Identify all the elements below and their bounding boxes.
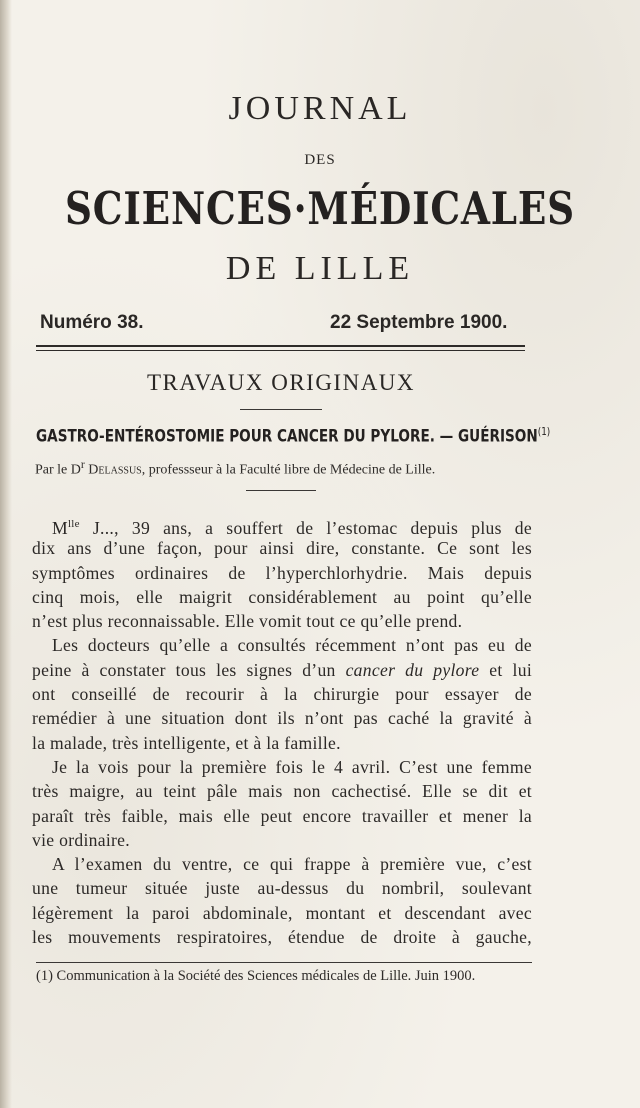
body-line [32, 536, 532, 560]
body-line [32, 682, 532, 706]
body-line [32, 585, 532, 609]
body-line-text: dix ans d’une façon, pour ainsi dire, constante. Ce sont les [32, 538, 532, 559]
body-line-text: Je la vois pour la première fois le 4 avril. C’est une femme [52, 756, 532, 777]
body-line [32, 779, 532, 803]
body-line-text: remédier à une situation dont ils n’ont pas caché la gravité à [32, 708, 532, 729]
body-line [32, 609, 532, 633]
body-line [32, 731, 532, 755]
body-line-rest: J..., 39 ans, a souffert de l’estomac depuis plus de [79, 517, 532, 538]
body-line-text: paraît très faible, mais elle peut encore travailler et mener la [32, 805, 532, 826]
article-title-text: GASTRO-ENTÉROSTOMIE POUR CANCER DU PYLORE. — GUÉRISON [36, 426, 538, 447]
footnote: (1) Communication à la Société des Sciences médicales de Lille. Juin 1900. [36, 968, 476, 984]
byline-sup: r [80, 458, 85, 471]
footnote-rule [36, 962, 532, 963]
masthead-de-lille: DE LILLE [225, 250, 415, 287]
body-line-text: A l’examen du ventre, ce qui frappe à première vue, c’est [52, 854, 532, 875]
body-line-text: légèrement la paroi abdominale, montant et descendant avec [32, 902, 532, 923]
body-line [32, 561, 532, 585]
masthead-sciences-medicales: SCIENCES·MÉDICALES [65, 182, 575, 235]
article-body [32, 512, 532, 949]
body-line [32, 658, 532, 682]
body-line-text: une tumeur située juste au-dessus du nombril, soulevant [32, 878, 532, 899]
body-line [32, 706, 532, 730]
body-line [32, 804, 532, 828]
section-title: TRAVAUX ORIGINAUX [146, 370, 416, 395]
body-line [32, 901, 532, 925]
byline-rule [246, 490, 316, 491]
body-line-sup: lle [67, 518, 80, 530]
byline-rest: , professseur à la Faculté libre de Médecine de Lille. [141, 462, 436, 478]
article-byline [35, 458, 435, 479]
body-line-text: symptômes ordinaires de l’hyperchlorhydrie. Mais depuis [32, 562, 532, 583]
issue-date: 22 Septembre 1900. [330, 312, 508, 333]
byline-prefix: Par le D [35, 462, 81, 478]
body-line-text: n’est plus reconnaissable. Elle vomit tout ce qu’elle prend. [32, 611, 463, 632]
body-line-text: Les docteurs qu’elle a consultés récemment n’ont pas eu de [52, 635, 532, 656]
body-line-text: les mouvements respiratoires, étendue de droite à gauche, [32, 927, 532, 948]
body-line-text: vie ordinaire. [32, 829, 130, 850]
body-line [32, 755, 532, 779]
section-rule [240, 409, 322, 410]
body-line-text: la malade, très intelligente, et à la famille. [32, 732, 341, 753]
body-line [32, 828, 532, 852]
body-line [32, 925, 532, 949]
footnote-marker: (1) [537, 425, 551, 438]
masthead-double-rule [36, 345, 525, 351]
body-line-text: ont conseillé de recourir à la chirurgie pour essayer de [32, 684, 532, 705]
issue-number: Numéro 38. [40, 312, 144, 333]
masthead-des: DES [304, 152, 336, 168]
body-line-text: peine à constater tous les signes d’un [32, 659, 346, 680]
body-line-text: M [52, 517, 68, 538]
body-line [32, 852, 532, 876]
body-line [32, 876, 532, 900]
body-line-text: cinq mois, elle maigrit considérablement au point qu’elle [32, 586, 532, 607]
byline-author: Delassus [88, 462, 142, 478]
body-line-text: très maigre, au teint pâle mais non cachectisé. Elle se dit et [32, 781, 532, 802]
body-line [32, 633, 532, 657]
body-line-emphasis: cancer du pylore [345, 659, 480, 680]
article-title [36, 425, 550, 447]
body-line [32, 512, 532, 536]
body-line-rest: et lui [479, 659, 533, 680]
masthead-journal: JOURNAL [228, 90, 412, 127]
